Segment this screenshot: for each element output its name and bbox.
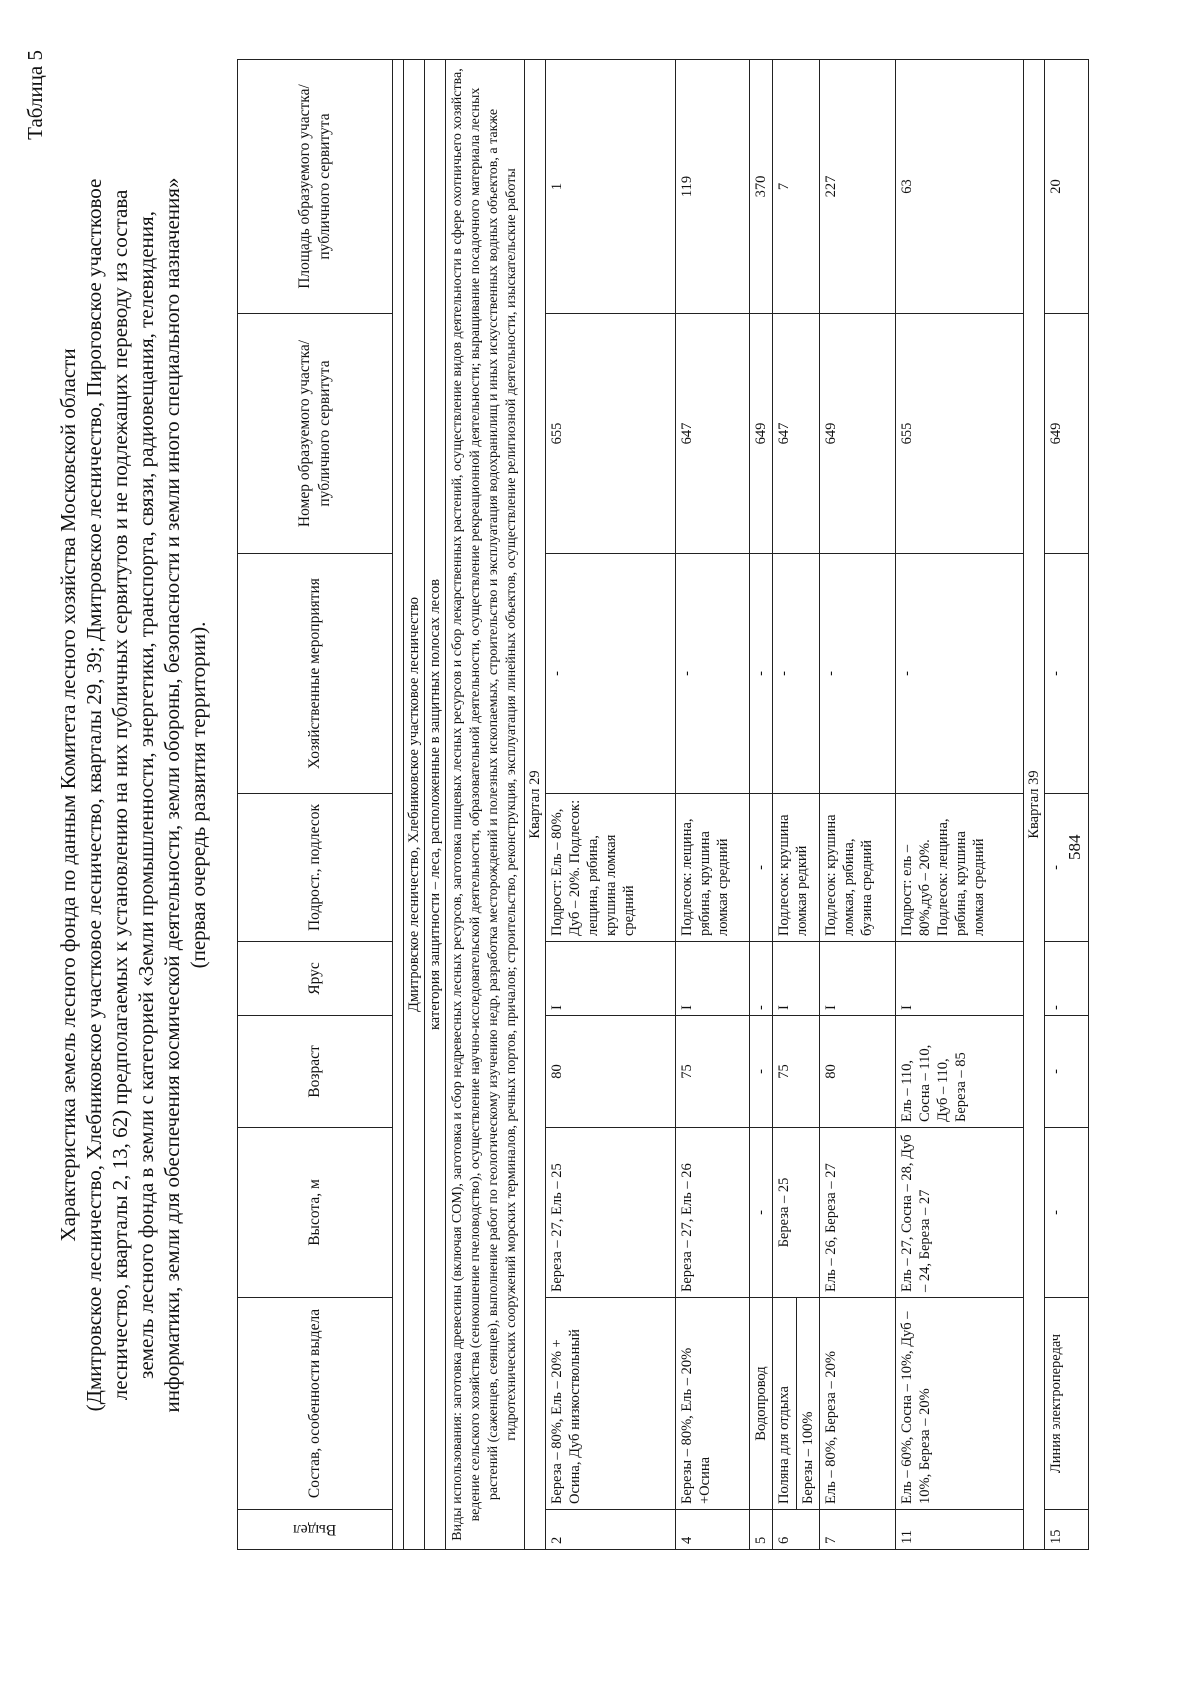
header-podrost: Подрост., подлесок [238, 794, 393, 942]
cell-vydel: 2 [546, 1510, 676, 1550]
protection-category: категория защитности – леса, расположенные в защитных полосах лесов [425, 60, 446, 1550]
cell-nomer: 647 [676, 314, 750, 554]
cell-vysota: Береза – 25 [773, 1128, 820, 1298]
header-sostav: Состав, особенности выдела [238, 1298, 393, 1510]
header-vydel: Выдел [238, 1510, 393, 1550]
cell-ploshad: 227 [820, 60, 896, 314]
cell-vydel: 11 [896, 1510, 1024, 1550]
forestry-row [404, 60, 425, 1550]
cell-ploshad: 63 [896, 60, 1024, 314]
cell-vozrast: 75 [676, 1016, 750, 1128]
cell-vysota: - [750, 1128, 773, 1298]
cell-vydel: 4 [676, 1510, 750, 1550]
cell-meropriyatiya: - [896, 554, 1024, 794]
cell-sostav: Ель – 60%, Сосна – 10%, Дуб – 10%, Береза – 20% [896, 1298, 1024, 1510]
heading-line: Характеристика земель лесного фонда по данным Комитета лесного хозяйства Московской области [56, 348, 80, 1242]
forestry-name: Дмитровское лесничество, Хлебниковское участковое лесничество [404, 60, 425, 1550]
cell-podrost: - [750, 794, 773, 942]
cell-sostav [773, 1298, 820, 1510]
cell-nomer: 655 [546, 314, 676, 554]
cell-vozrast: Ель – 110, Сосна – 110, Дуб – 110, Береза – 85 [896, 1016, 1024, 1128]
cell-vydel: 15 [1045, 1510, 1089, 1550]
cell-podrost: Подлесок: лещина, рябина, крушина ломкая средний [676, 794, 750, 942]
kvartal-row [1024, 60, 1045, 1550]
cell-sostav: Ель – 80%, Береза – 20% [820, 1298, 896, 1510]
cell-vozrast: 80 [820, 1016, 896, 1128]
header-vozrast: Возраст [238, 1016, 393, 1128]
spacer-row [393, 60, 404, 1550]
cell-ploshad: 7 [773, 60, 820, 314]
category-row [425, 60, 446, 1550]
cell-yarus: I [773, 942, 820, 1016]
page-number: 584 [1065, 834, 1084, 860]
kvartal-row [525, 60, 546, 1550]
table-heading [55, 130, 211, 1460]
heading-line: информатики, земли для обеспечения космической деятельности, земли обороны, безопасности и земли иного специального назначения» [160, 177, 184, 1413]
cell-meropriyatiya: - [546, 554, 676, 794]
cell-yarus: - [1045, 942, 1089, 1016]
cell-podrost: Подлесок: крушина ломкая, рябина, бузина средний [820, 794, 896, 942]
header-nomer: Номер образуемого участка/ публичного сервитута [238, 314, 393, 554]
cell-meropriyatiya: - [750, 554, 773, 794]
cell-podrost: Подрост: Ель – 80%, Дуб – 20%. Подлесок: лещина, рябина, крушина ломкая средний [546, 794, 676, 942]
cell-podrost: - [1045, 794, 1089, 942]
cell-sostav: Линия электропередач [1045, 1298, 1089, 1510]
header-meropriyatiya: Хозяйственные мероприятия [238, 554, 393, 794]
cell-nomer: 649 [750, 314, 773, 554]
cell-podrost: Подлесок: крушина ломкая редкий [773, 794, 820, 942]
cell-meropriyatiya: - [1045, 554, 1089, 794]
table-row [896, 60, 1024, 1550]
cell-ploshad: 370 [750, 60, 773, 314]
header-ploshad: Площадь образуемого участка/ публичного сервитута [238, 60, 393, 314]
kvartal-29-label: Квартал 29 [525, 60, 546, 1550]
table-row [1045, 60, 1089, 1550]
cell-ploshad: 119 [676, 60, 750, 314]
uses-row [446, 60, 525, 1550]
cell-yarus: I [820, 942, 896, 1016]
cell-vydel: 6 [773, 1510, 820, 1550]
land-uses: Виды использования: заготовка древесины (включая СОМ), заготовка и сбор недревесных лесных ресурсов, заготовка пищевых лесных ресурсов и сбор лекарственных растений, осуществление видов деятельности в сфере охотничьего хозяйства, ведение сельского хозяйства (сенокошение пчеловодство), осуществление научно-исследовательской деятельности, образовательной деятельности, осуществление рекреационной деятельности; выращивание посадочного материала лесных растений (саженцев, сеянцев), выполнение работ по геологическому изучению недр, разработка месторождений и полезных ископаемых, строительство и эксплуатация водохранилищ и иных искусственных водных объектов, а также гидротехнических сооружений морских терминалов, речных портов, причалов; строительство, реконструкция, эксплуатация линейных объектов, осуществление религиозной деятельности, изыскательские работы [446, 60, 525, 1550]
cell-yarus: I [896, 942, 1024, 1016]
cell-meropriyatiya: - [820, 554, 896, 794]
cell-nomer: 649 [820, 314, 896, 554]
cell-nomer: 649 [1045, 314, 1089, 554]
cell-nomer: 647 [773, 314, 820, 554]
cell-ploshad: 1 [546, 60, 676, 314]
cell-vydel: 5 [750, 1510, 773, 1550]
table-row [750, 60, 773, 1550]
cell-sostav: Береза – 80%, Ель – 20% + Осина, Дуб низкоствольный [546, 1298, 676, 1510]
cell-ploshad: 20 [1045, 60, 1089, 314]
cell-podrost: Подрост: ель – 80%,дуб – 20%. Подлесок: лещина, рябина, крушина ломкая средний [896, 794, 1024, 942]
kvartal-39-label: Квартал 39 [1024, 60, 1045, 1550]
table-row [546, 60, 676, 1550]
cell-yarus: - [750, 942, 773, 1016]
cell-vozrast: - [750, 1016, 773, 1128]
table-row [820, 60, 896, 1550]
table-row [773, 60, 820, 1550]
cell-vozrast: 80 [546, 1016, 676, 1128]
cell-nomer: 655 [896, 314, 1024, 554]
cell-vysota: Ель – 27, Сосна – 28, Дуб – 24, Береза – 27 [896, 1128, 1024, 1298]
cell-vysota: Береза – 27, Ель – 25 [546, 1128, 676, 1298]
cell-vysota: Ель – 26, Береза – 27 [820, 1128, 896, 1298]
cell-yarus: I [546, 942, 676, 1016]
table-label: Таблица 5 [23, 50, 47, 140]
document-page [15, 10, 1155, 1610]
heading-line: (первая очередь развития территории). [186, 621, 210, 969]
cell-vydel: 7 [820, 1510, 896, 1550]
cell-sostav: Березы – 80%, Ель – 20% +Осина [676, 1298, 750, 1510]
forest-land-table [237, 59, 1089, 1550]
cell-yarus: I [676, 942, 750, 1016]
heading-line: земель лесного фонда в земли с категорией «Земли промышленности, энергетики, транспорта, связи, радиовещания, телевидения, [134, 211, 158, 1379]
header-yarus: Ярус [238, 942, 393, 1016]
cell-meropriyatiya: - [676, 554, 750, 794]
header-row [238, 60, 393, 1550]
heading-line: (Дмитровское лесничество, Хлебниковское участковое лесничество, кварталы 29, 39; Дмитровское лесничество, Пироговское участковое [82, 178, 106, 1412]
heading-line: лесничество, кварталы 2, 13, 62) предполагаемых к установлению на них публичных сервитутов и не подлежащих переводу из состава [108, 189, 132, 1401]
cell-vysota: Береза – 27, Ель – 26 [676, 1128, 750, 1298]
cell-vozrast: 75 [773, 1016, 820, 1128]
cell-sostav-main: Поляна для отдыха [776, 1386, 792, 1504]
table-row [676, 60, 750, 1550]
cell-sostav: Водопровод [750, 1298, 773, 1510]
header-vysota: Высота, м [238, 1128, 393, 1298]
cell-vozrast: - [1045, 1016, 1089, 1128]
cell-vysota: - [1045, 1128, 1089, 1298]
cell-meropriyatiya: - [773, 554, 820, 794]
cell-sostav-sub: Березы – 100% [796, 1298, 817, 1509]
